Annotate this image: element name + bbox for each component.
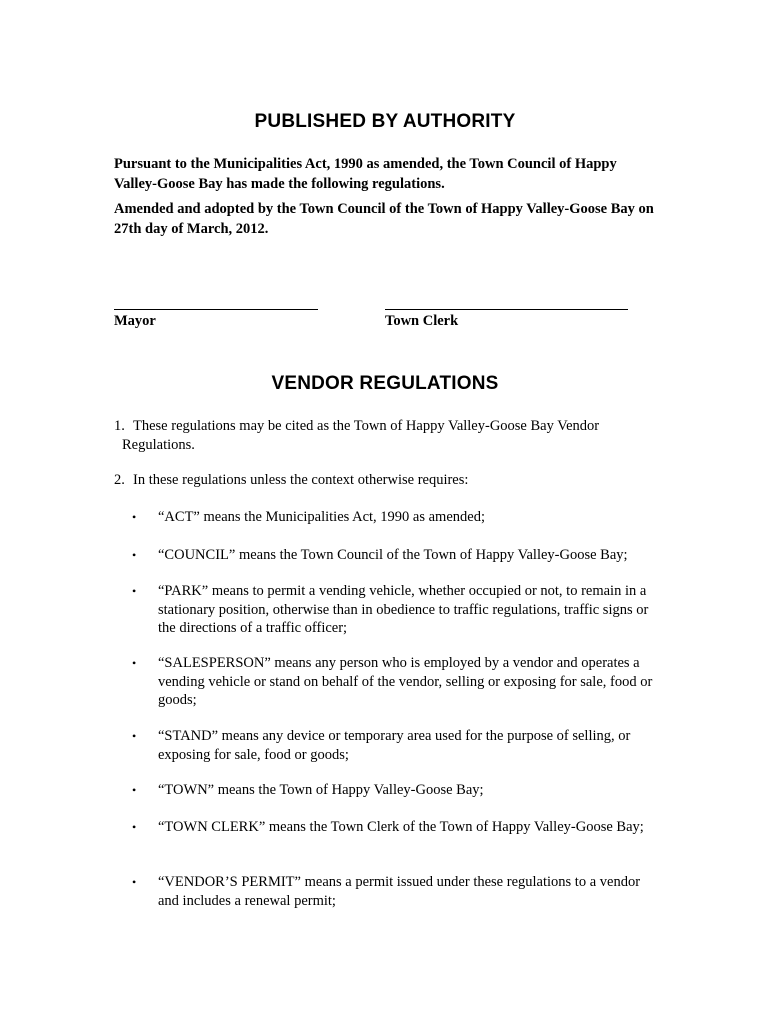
definition-text: “VENDOR’S PERMIT” means a permit issued under these regulations to a vendor and includes a renewal permit; [158,874,641,909]
page-title: PUBLISHED BY AUTHORITY [254,111,516,132]
bullet-icon: • [132,656,137,670]
adoption-paragraph: Amended and adopted by the Town Council of the Town of Happy Valley-Goose Bay on 27th day of March, 2012. [114,201,654,237]
definition-text: “TOWN CLERK” means the Town Clerk of the Town of Happy Valley-Goose Bay; [158,819,644,835]
bullet-icon: • [132,875,137,889]
definition-text: “ACT” means the Municipalities Act, 1990 as amended; [158,509,485,525]
definition-text: “PARK” means to permit a vending vehicle, whether occupied or not, to remain in a stationary position, otherwise than in obedience to traffic regulations, traffic signs or the directions of a traffic officer; [158,583,649,636]
mayor-signature-line [114,309,318,310]
item-text: In these regulations unless the context otherwise requires: [133,472,469,488]
definition-text: “STAND” means any device or temporary area used for the purpose of selling, or exposing for sale, food or goods; [158,728,631,763]
item-text-continued: Regulations. [122,437,195,453]
town-clerk-signature-line [385,309,628,310]
section-title: VENDOR REGULATIONS [271,373,499,394]
definition-text: “SALESPERSON” means any person who is employed by a vendor and operates a vending vehicle or stand on behalf of the vendor, selling or exposing for sale, food or goods; [158,655,653,708]
bullet-icon: • [132,729,137,743]
definition-text: “COUNCIL” means the Town Council of the Town of Happy Valley-Goose Bay; [158,547,628,563]
bullet-icon: • [132,584,137,598]
item-number: 2. [114,472,125,488]
item-number: 1. [114,418,125,434]
bullet-icon: • [132,510,137,524]
bullet-icon: • [132,548,137,562]
item-text: These regulations may be cited as the Town of Happy Valley-Goose Bay Vendor [133,418,600,434]
bullet-icon: • [132,783,137,797]
numbered-item [114,471,654,490]
numbered-item [114,417,654,436]
definition-text: “TOWN” means the Town of Happy Valley-Goose Bay; [158,782,484,798]
bullet-icon: • [132,820,137,834]
mayor-label: Mayor [114,313,156,329]
preamble-paragraph: Pursuant to the Municipalities Act, 1990 as amended, the Town Council of Happy Valley-Goose Bay has made the following regulations. [114,156,617,192]
town-clerk-label: Town Clerk [385,313,459,329]
